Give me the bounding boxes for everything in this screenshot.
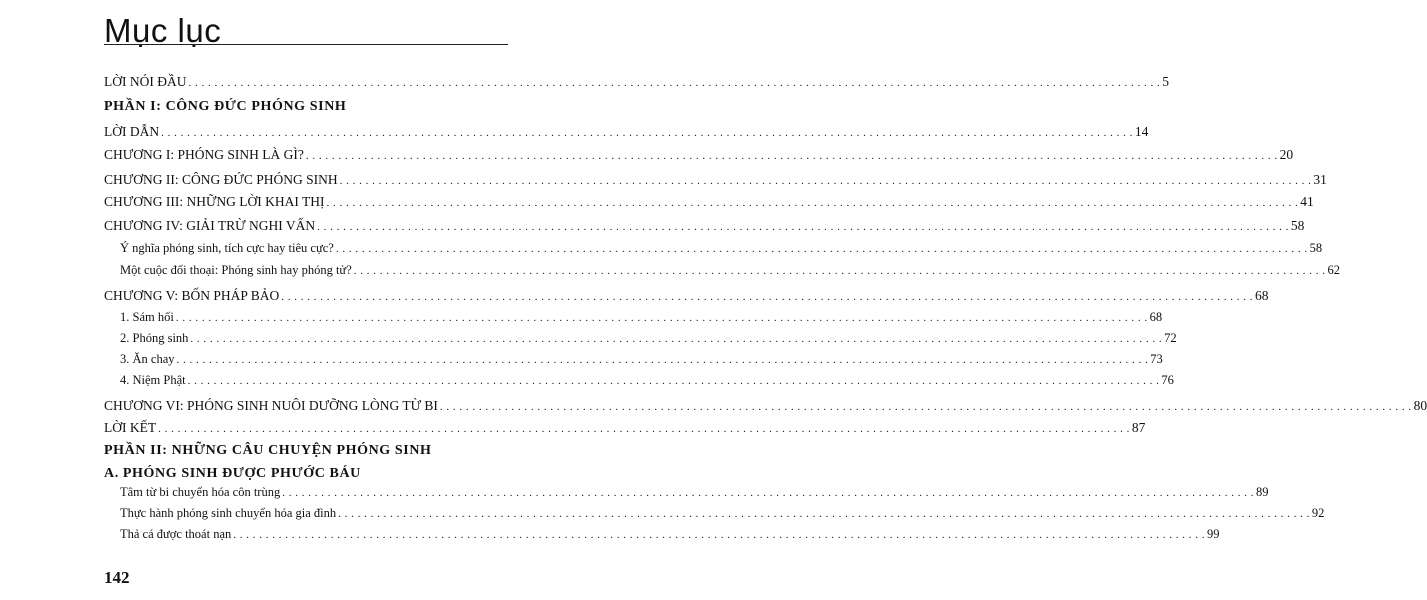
toc-entry-label: 3. Ăn chay xyxy=(120,352,175,366)
toc-subentry[interactable] xyxy=(120,309,1163,326)
toc-entry-page: 92 xyxy=(1311,506,1325,520)
toc-entry-page: 72 xyxy=(1164,331,1177,345)
toc-subentry[interactable] xyxy=(120,351,1163,368)
toc-leader-dots: . . . . . . . . . . . . . . . . . . . . . . . . . . . . . . . . . . . . . . . . . . . . . . . . . . . . . . . . . . . . . . . . . . . . . . . . . . . . . . . . . . . . . . . . . . . . . . . . . . . . . . . . . . . . . . . . . . . . . . . . . . . . . . . . . . . . . . . . . . . . . . . . . . . . . . xyxy=(439,401,1412,413)
toc-entry-label: CHƯƠNG III: NHỮNG LỜI KHAI THỊ xyxy=(104,194,325,209)
page-number: 142 xyxy=(104,568,130,587)
toc-leader-dots: . . . . . . . . . . . . . . . . . . . . . . . . . . . . . . . . . . . . . . . . . . . . . . . . . . . . . . . . . . . . . . . . . . . . . . . . . . . . . . . . . . . . . . . . . . . . . . . . . . . . . . . . . . . . . . . . . . . . . . . . . . . . . . . . . . . . . . . . . . . . . . . . . . . . . . xyxy=(187,375,1160,387)
toc-entry-page: 62 xyxy=(1327,263,1341,277)
toc-leader-dots: . . . . . . . . . . . . . . . . . . . . . . . . . . . . . . . . . . . . . . . . . . . . . . . . . . . . . . . . . . . . . . . . . . . . . . . . . . . . . . . . . . . . . . . . . . . . . . . . . . . . . . . . . . . . . . . . . . . . . . . . . . . . . . . . . . . . . . . . . . . . . . . . . . . . . . xyxy=(176,354,1149,366)
toc-entry-page: 76 xyxy=(1161,373,1174,387)
toc-leader-dots: . . . . . . . . . . . . . . . . . . . . . . . . . . . . . . . . . . . . . . . . . . . . . . . . . . . . . . . . . . . . . . . . . . . . . . . . . . . . . . . . . . . . . . . . . . . . . . . . . . . . . . . . . . . . . . . . . . . . . . . . . . . . . . . . . . . . . . . . . . . . . . . . . . . . . . xyxy=(282,487,1254,499)
toc-entry-page: 87 xyxy=(1131,420,1146,435)
toc-entry-page: 58 xyxy=(1290,218,1305,233)
toc-entry-label: Thả cá được thoát nạn xyxy=(120,527,232,541)
toc-entry-label: CHƯƠNG V: BỐN PHÁP BẢO xyxy=(104,288,280,303)
toc-leader-dots: . . . . . . . . . . . . . . . . . . . . . . . . . . . . . . . . . . . . . . . . . . . . . . . . . . . . . . . . . . . . . . . . . . . . . . . . . . . . . . . . . . . . . . . . . . . . . . . . . . . . . . . . . . . . . . . . . . . . . . . . . . . . . . . . . . . . . . . . . . . . . . . . . . . . . . xyxy=(175,312,1148,324)
toc-subentry[interactable] xyxy=(120,505,1325,522)
toc-leader-dots: . . . . . . . . . . . . . . . . . . . . . . . . . . . . . . . . . . . . . . . . . . . . . . . . . . . . . . . . . . . . . . . . . . . . . . . . . . . . . . . . . . . . . . . . . . . . . . . . . . . . . . . . . . . . . . . . . . . . . . . . . . . . . . . . . . . . . . . . . . . . . . . . . . . . . . xyxy=(339,175,1312,187)
toc-entry[interactable] xyxy=(104,420,1146,437)
toc-leader-dots: . . . . . . . . . . . . . . . . . . . . . . . . . . . . . . . . . . . . . . . . . . . . . . . . . . . . . . . . . . . . . . . . . . . . . . . . . . . . . . . . . . . . . . . . . . . . . . . . . . . . . . . . . . . . . . . . . . . . . . . . . . . . . . . . . . . . . . . . . . . . . . . . . . . . . . xyxy=(335,243,1308,255)
toc-entry-label: LỜI NÓI ĐẦU xyxy=(104,74,187,89)
toc-entry-page: 20 xyxy=(1279,147,1294,162)
toc-entry[interactable] xyxy=(104,147,1294,164)
toc-entry[interactable] xyxy=(104,74,1169,91)
toc-leader-dots: . . . . . . . . . . . . . . . . . . . . . . . . . . . . . . . . . . . . . . . . . . . . . . . . . . . . . . . . . . . . . . . . . . . . . . . . . . . . . . . . . . . . . . . . . . . . . . . . . . . . . . . . . . . . . . . . . . . . . . . . . . . . . . . . . . . . . . . . . . . . . . . . . . . . . . xyxy=(353,265,1326,277)
toc-entry-label: CHƯƠNG IV: GIẢI TRỪ NGHI VẤN xyxy=(104,218,316,233)
toc-leader-dots: . . . . . . . . . . . . . . . . . . . . . . . . . . . . . . . . . . . . . . . . . . . . . . . . . . . . . . . . . . . . . . . . . . . . . . . . . . . . . . . . . . . . . . . . . . . . . . . . . . . . . . . . . . . . . . . . . . . . . . . . . . . . . . . . . . . . . . . . . . . . . . . . . . . . . . xyxy=(188,77,1161,89)
toc-leader-dots: . . . . . . . . . . . . . . . . . . . . . . . . . . . . . . . . . . . . . . . . . . . . . . . . . . . . . . . . . . . . . . . . . . . . . . . . . . . . . . . . . . . . . . . . . . . . . . . . . . . . . . . . . . . . . . . . . . . . . . . . . . . . . . . . . . . . . . . . . . . . . . . . . . . . . . xyxy=(281,291,1253,303)
toc-heading: PHẦN I: CÔNG ĐỨC PHÓNG SINH xyxy=(104,99,347,114)
toc-subentry[interactable] xyxy=(120,526,1220,543)
toc-subentry[interactable] xyxy=(120,484,1269,501)
toc-entry-page: 89 xyxy=(1255,485,1269,499)
toc-leader-dots: . . . . . . . . . . . . . . . . . . . . . . . . . . . . . . . . . . . . . . . . . . . . . . . . . . . . . . . . . . . . . . . . . . . . . . . . . . . . . . . . . . . . . . . . . . . . . . . . . . . . . . . . . . . . . . . . . . . . . . . . . . . . . . . . . . . . . . . . . . . . . . . . . . . . . . xyxy=(161,127,1133,139)
toc-entry-label: 1. Sám hối xyxy=(120,310,174,324)
toc-entry-label: LỜI DẪN xyxy=(104,124,160,139)
toc-entry[interactable] xyxy=(104,172,1327,189)
toc-heading: PHẦN II: NHỮNG CÂU CHUYỆN PHÓNG SINH xyxy=(104,443,432,458)
toc-entry-page: 99 xyxy=(1207,527,1220,541)
toc-entry-label: CHƯƠNG VI: PHÓNG SINH NUÔI DƯỠNG LÒNG TỪ BI xyxy=(104,398,438,413)
toc-entry-page: 68 xyxy=(1149,310,1163,324)
toc-entry-page: 31 xyxy=(1313,172,1327,187)
toc-entry[interactable] xyxy=(104,398,1427,415)
toc-subentry[interactable] xyxy=(120,330,1177,347)
toc-entry-page: 58 xyxy=(1309,241,1323,255)
toc-entry-label: CHƯƠNG I: PHÓNG SINH LÀ GÌ? xyxy=(104,147,304,162)
toc-entry-page: 14 xyxy=(1134,124,1149,139)
toc-entry-page: 68 xyxy=(1255,288,1269,303)
toc-entry[interactable] xyxy=(104,288,1269,305)
toc-entry[interactable] xyxy=(104,124,1149,141)
toc-leader-dots: . . . . . . . . . . . . . . . . . . . . . . . . . . . . . . . . . . . . . . . . . . . . . . . . . . . . . . . . . . . . . . . . . . . . . . . . . . . . . . . . . . . . . . . . . . . . . . . . . . . . . . . . . . . . . . . . . . . . . . . . . . . . . . . . . . . . . . . . . . . . . . . . . . . . . . xyxy=(158,423,1130,435)
toc-entry[interactable] xyxy=(104,194,1314,211)
toc-leader-dots: . . . . . . . . . . . . . . . . . . . . . . . . . . . . . . . . . . . . . . . . . . . . . . . . . . . . . . . . . . . . . . . . . . . . . . . . . . . . . . . . . . . . . . . . . . . . . . . . . . . . . . . . . . . . . . . . . . . . . . . . . . . . . . . . . . . . . . . . . . . . . . . . . . . . . . xyxy=(305,150,1278,162)
toc-leader-dots: . . . . . . . . . . . . . . . . . . . . . . . . . . . . . . . . . . . . . . . . . . . . . . . . . . . . . . . . . . . . . . . . . . . . . . . . . . . . . . . . . . . . . . . . . . . . . . . . . . . . . . . . . . . . . . . . . . . . . . . . . . . . . . . . . . . . . . . . . . . . . . . . . . . . . . xyxy=(190,333,1163,345)
page-title: Mục lục xyxy=(104,12,222,49)
toc-entry-label: LỜI KẾT xyxy=(104,420,157,435)
toc-entry-page: 73 xyxy=(1150,352,1163,366)
toc-entry-page: 5 xyxy=(1162,74,1169,89)
toc-entry-label: 2. Phóng sinh xyxy=(120,331,189,345)
toc-entry-label: Tâm từ bi chuyển hóa côn trùng xyxy=(120,485,281,499)
toc-entry-label: 4. Niệm Phật xyxy=(120,373,186,387)
toc-entry-label: Ý nghĩa phóng sinh, tích cực hay tiêu cực? xyxy=(120,241,334,255)
toc-leader-dots: . . . . . . . . . . . . . . . . . . . . . . . . . . . . . . . . . . . . . . . . . . . . . . . . . . . . . . . . . . . . . . . . . . . . . . . . . . . . . . . . . . . . . . . . . . . . . . . . . . . . . . . . . . . . . . . . . . . . . . . . . . . . . . . . . . . . . . . . . . . . . . . . . . . . . . xyxy=(326,197,1299,209)
toc-entry-label: Thực hành phóng sinh chuyển hóa gia đình xyxy=(120,506,337,520)
toc-entry-page: 80 xyxy=(1413,398,1427,413)
toc-subentry[interactable] xyxy=(120,372,1174,389)
toc-leader-dots: . . . . . . . . . . . . . . . . . . . . . . . . . . . . . . . . . . . . . . . . . . . . . . . . . . . . . . . . . . . . . . . . . . . . . . . . . . . . . . . . . . . . . . . . . . . . . . . . . . . . . . . . . . . . . . . . . . . . . . . . . . . . . . . . . . . . . . . . . . . . . . . . . . . . . . xyxy=(233,529,1206,541)
toc-heading: A. PHÓNG SINH ĐƯỢC PHƯỚC BÁU xyxy=(104,466,361,481)
toc-entry-page: 41 xyxy=(1300,194,1314,209)
toc-subentry[interactable] xyxy=(120,240,1323,257)
toc-subentry[interactable] xyxy=(120,262,1341,279)
toc-leader-dots: . . . . . . . . . . . . . . . . . . . . . . . . . . . . . . . . . . . . . . . . . . . . . . . . . . . . . . . . . . . . . . . . . . . . . . . . . . . . . . . . . . . . . . . . . . . . . . . . . . . . . . . . . . . . . . . . . . . . . . . . . . . . . . . . . . . . . . . . . . . . . . . . . . . . . . xyxy=(317,221,1289,233)
toc-leader-dots: . . . . . . . . . . . . . . . . . . . . . . . . . . . . . . . . . . . . . . . . . . . . . . . . . . . . . . . . . . . . . . . . . . . . . . . . . . . . . . . . . . . . . . . . . . . . . . . . . . . . . . . . . . . . . . . . . . . . . . . . . . . . . . . . . . . . . . . . . . . . . . . . . . . . . . xyxy=(338,508,1310,520)
toc-entry-label: CHƯƠNG II: CÔNG ĐỨC PHÓNG SINH xyxy=(104,172,338,187)
toc-entry[interactable] xyxy=(104,218,1305,235)
toc-entry-label: Một cuộc đối thoại: Phóng sinh hay phóng tử? xyxy=(120,263,352,277)
